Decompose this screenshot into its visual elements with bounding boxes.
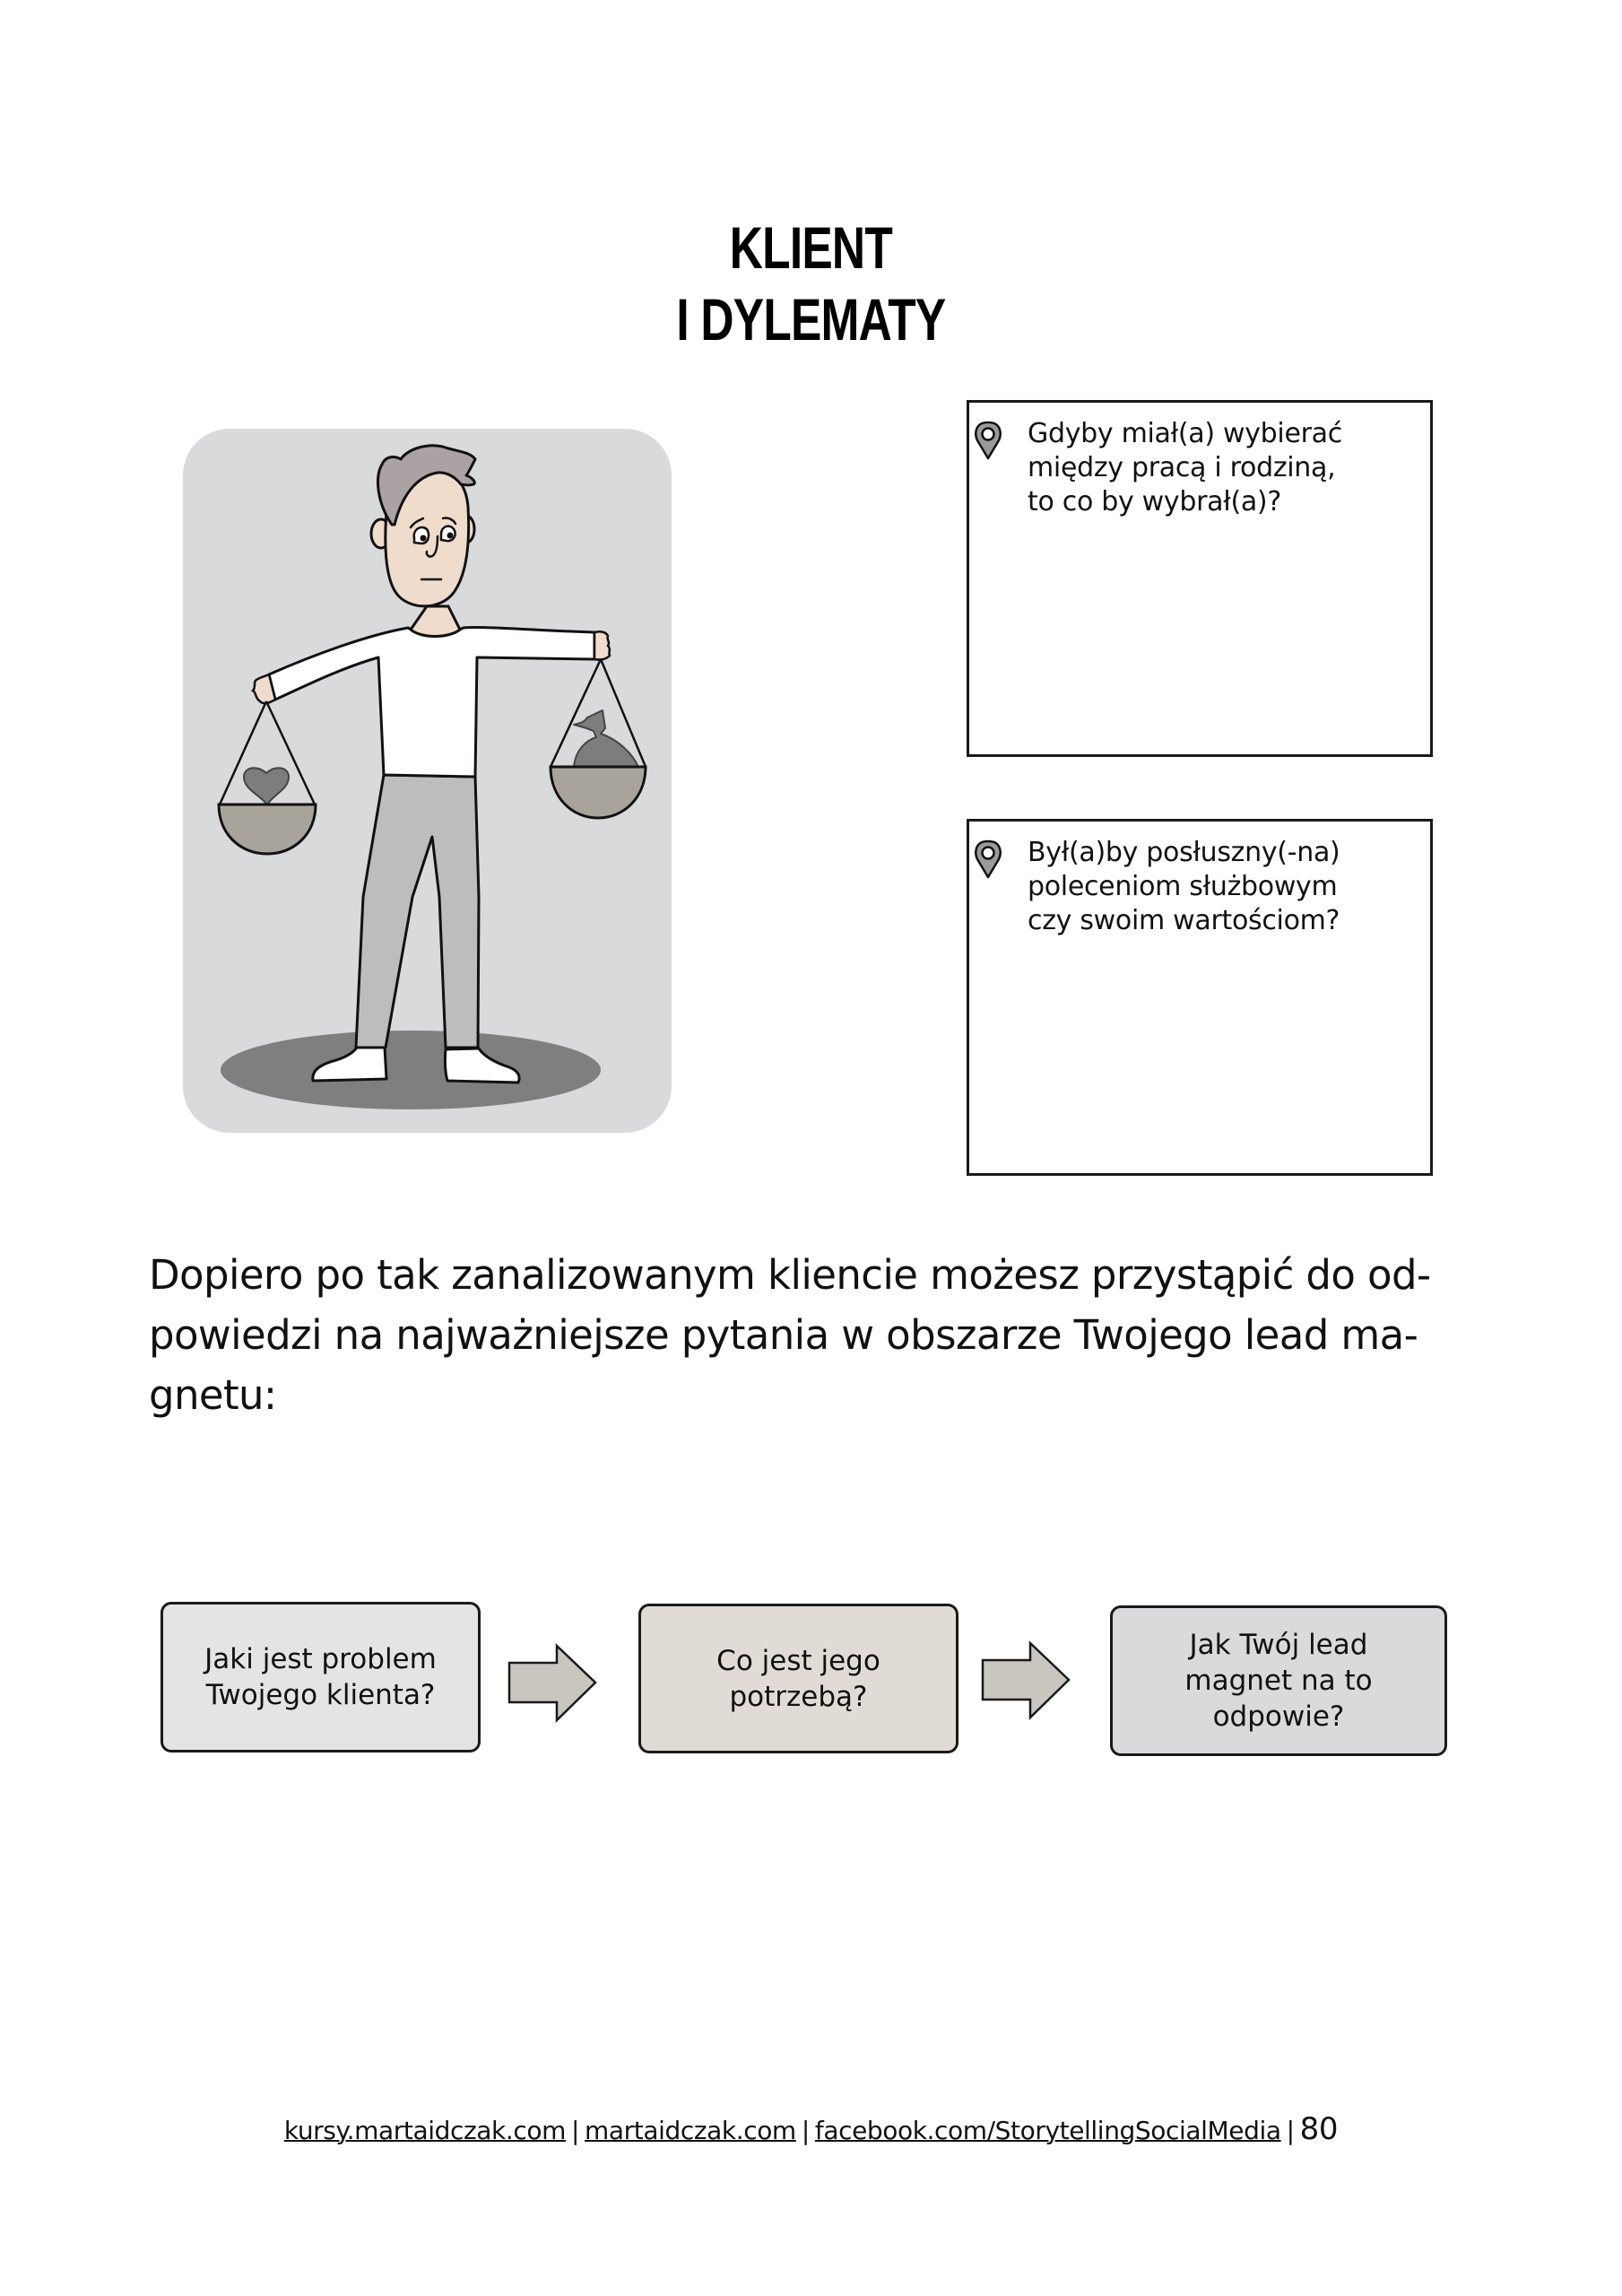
question-box-2 (967, 819, 1433, 1176)
page-number: 80 (1299, 2111, 1339, 2147)
title-line-1: KLIENT (729, 214, 892, 281)
flow-step-lead-magnet (1110, 1605, 1447, 1756)
map-pin-icon (975, 839, 1002, 879)
question-box-1 (967, 400, 1433, 757)
footer-separator: | (1286, 2116, 1295, 2145)
question-1-line-3: to co by wybrał(a)? (1028, 486, 1281, 517)
paragraph-line-1: Dopiero po tak zanalizowanym kliencie możesz przystąpić do od- (149, 1251, 1431, 1299)
right-hand (594, 631, 610, 659)
flow-step-1-line-2: Twojego klienta? (205, 1679, 436, 1711)
flow-step-3-line-2: magnet na to (1184, 1665, 1373, 1697)
flow-step-2-line-1: Co jest jego (716, 1644, 880, 1677)
flow-step-1-line-1: Jaki jest problem (204, 1643, 437, 1675)
title-line-2: I DYLEMATY (676, 286, 946, 352)
question-2-line-2: poleceniom służbowym (1028, 871, 1338, 902)
question-1-line-1: Gdyby miał(a) wybierać (1028, 418, 1342, 449)
link-martaidczak[interactable]: martaidczak.com (585, 2116, 796, 2145)
link-facebook[interactable]: facebook.com/StorytellingSocialMedia (814, 2116, 1281, 2145)
page-footer (0, 2111, 1622, 2149)
flow-step-3-line-1: Jak Twój lead (1189, 1629, 1368, 1661)
question-text-2 (1028, 836, 1421, 938)
paragraph-line-3: gnetu: (149, 1371, 277, 1419)
paragraph-line-2: powiedzi na najważniejsze pytania w obszarze Twojego lead ma- (149, 1311, 1418, 1359)
floor-shadow (221, 1031, 601, 1109)
question-2-line-1: Był(a)by posłuszny(-na) (1028, 837, 1340, 868)
flow-step-problem (160, 1602, 481, 1752)
left-pupil (421, 535, 427, 542)
right-pupil (447, 533, 454, 539)
question-1-line-2: między pracą i rodziną, (1028, 452, 1336, 483)
left-eye (414, 527, 429, 544)
page-title (178, 212, 1444, 355)
flow-step-3-line-3: odpowie? (1212, 1700, 1345, 1733)
question-text-1 (1028, 417, 1421, 519)
question-2-line-3: czy swoim wartościom? (1028, 905, 1340, 936)
flow-step-2-line-2: potrzebą? (729, 1680, 868, 1713)
flow-step-need (638, 1604, 958, 1753)
arrow-right-icon (507, 1643, 599, 1724)
arrow-right-icon (981, 1640, 1072, 1721)
footer-separator: | (570, 2116, 579, 2145)
link-kursy[interactable]: kursy.martaidczak.com (283, 2116, 566, 2145)
footer-separator: | (801, 2116, 810, 2145)
map-pin-icon (975, 421, 1002, 460)
dilemma-illustration (183, 429, 672, 1133)
body-paragraph (149, 1245, 1476, 1425)
